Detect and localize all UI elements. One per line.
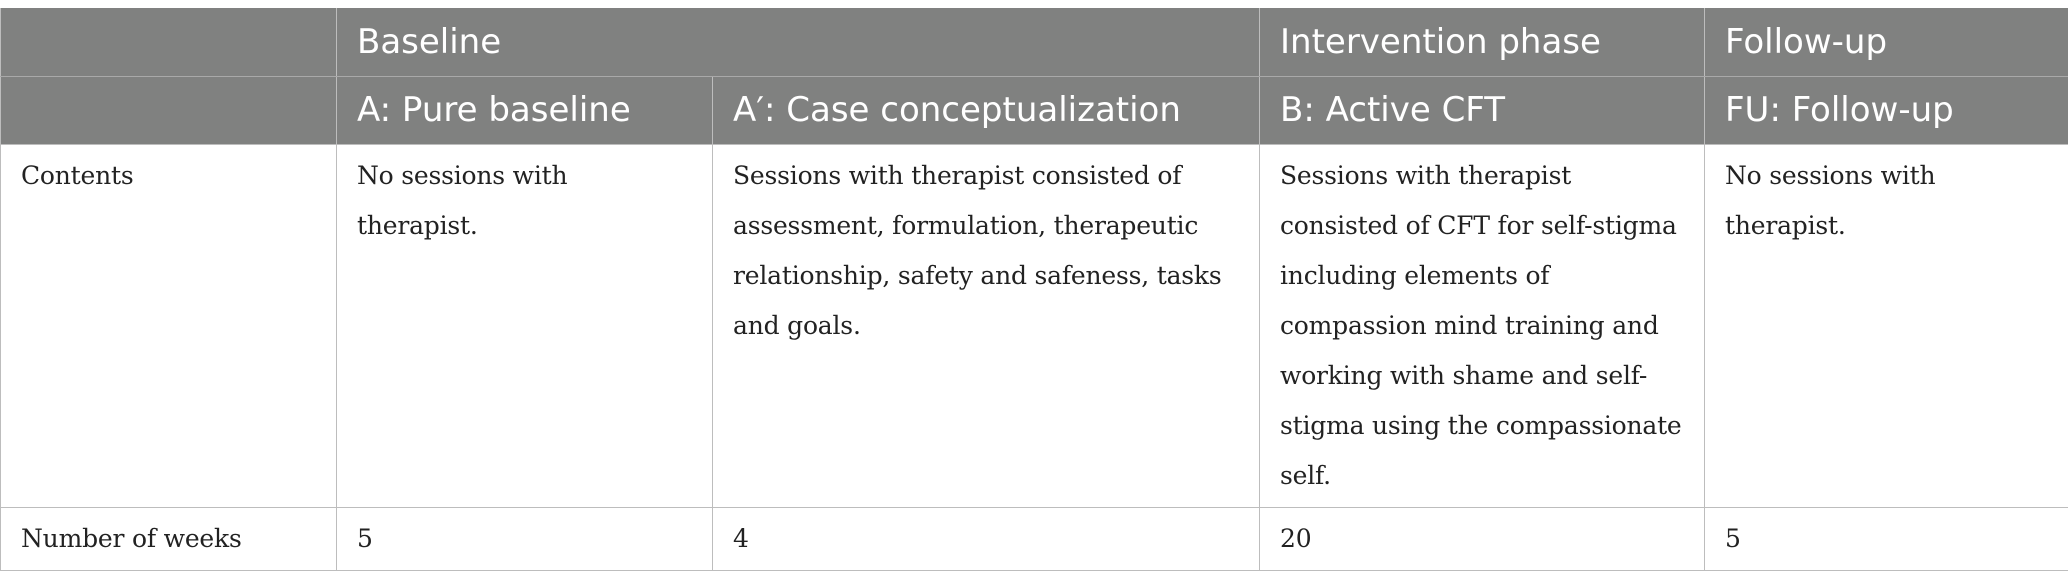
header-group-row	[1, 8, 2068, 76]
header-empty-cell	[1, 76, 337, 144]
header-group-baseline: Baseline	[337, 8, 1260, 76]
cell-contents-fu: No sessions with therapist.	[1705, 144, 2068, 507]
cell-contents-a: No sessions with therapist.	[337, 144, 713, 507]
header-phase-a: A: Pure baseline	[337, 76, 713, 144]
table-row-weeks	[1, 507, 2068, 570]
header-phase-row	[1, 76, 2068, 144]
cell-weeks-fu: 5	[1705, 507, 2068, 570]
table-body	[1, 144, 2068, 570]
table-row-contents	[1, 144, 2068, 507]
header-phase-b: B: Active CFT	[1260, 76, 1705, 144]
header-phase-a-prime: A′: Case conceptualization	[713, 76, 1260, 144]
cell-contents-b: Sessions with therapist consisted of CFT for self-stigma including elements of compassion mind training and working with shame and self-stigma using the compassionate self.	[1260, 144, 1705, 507]
header-empty-cell	[1, 8, 337, 76]
cell-weeks-a: 5	[337, 507, 713, 570]
cell-weeks-a-prime: 4	[713, 507, 1260, 570]
row-label-contents: Contents	[1, 144, 337, 507]
cell-contents-a-prime: Sessions with therapist consisted of assessment, formulation, therapeutic relationship, safety and safeness, tasks and goals.	[713, 144, 1260, 507]
header-group-intervention: Intervention phase	[1260, 8, 1705, 76]
cell-weeks-b: 20	[1260, 507, 1705, 570]
study-design-table	[0, 8, 2068, 571]
header-group-followup: Follow-up	[1705, 8, 2068, 76]
table-header	[1, 8, 2068, 144]
row-label-weeks: Number of weeks	[1, 507, 337, 570]
header-phase-fu: FU: Follow-up	[1705, 76, 2068, 144]
